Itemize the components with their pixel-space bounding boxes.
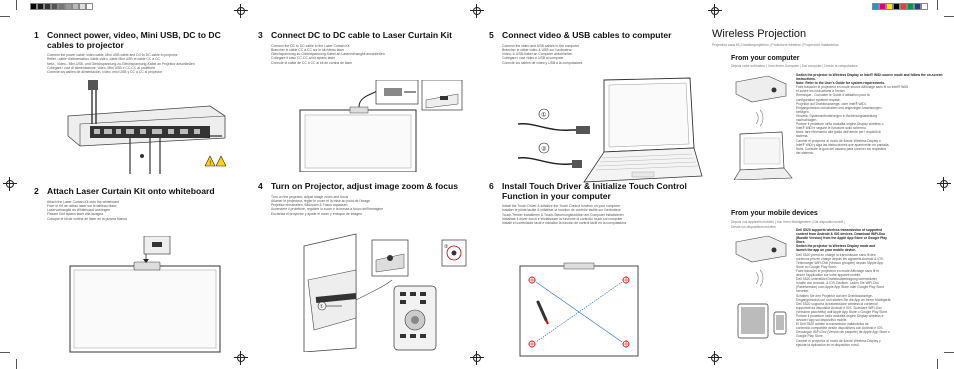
instruction-line: Collegare il cavo CC-CC al kit sipario laser bbox=[271, 56, 336, 61]
instruction-line: content from Android & iOS devices. Download WiFi-Doc bbox=[796, 232, 886, 237]
from-computer-heading: From your computer bbox=[731, 55, 800, 62]
instruction-line: Intel® WiDi e seguire le istruzioni sullo schermo. bbox=[796, 126, 867, 131]
instruction-line: Coloque el kit de cortina de láser en la pizarra blanca bbox=[47, 216, 127, 221]
instruction-line: Eingangsmodus um und starten Sie die App an Ihrem Mobilgerät. bbox=[796, 297, 892, 302]
crop-mark bbox=[16, 0, 17, 10]
step-2-title bbox=[34, 187, 224, 197]
projector-to-laptop-wireless-illustration bbox=[734, 72, 796, 180]
instruction-line: Projektor auf Drahtlosanzeige- oder Intel® WiDi- bbox=[796, 101, 867, 106]
instruction-line: ejecute la aplicación en el dispositivo móvil. bbox=[796, 342, 860, 347]
instruction-line: Nota: Consulte la guía del usuario para conocer los requisitos bbox=[796, 146, 886, 151]
instruction-line: Netz-, Video-, Mini-USB- und Gleichspannung-zu-Gleichspannung-Kabel an Projektor anschließen bbox=[47, 61, 195, 66]
video-cable-marker: ① bbox=[541, 111, 547, 119]
crop-mark bbox=[16, 359, 17, 369]
instruction-line: contenido compatible desde dispositivos con Android e iOS. bbox=[796, 326, 884, 331]
step-2-instructions bbox=[34, 200, 224, 221]
instruction-line: sistema. bbox=[796, 134, 809, 139]
projector-to-mobile-wireless-illustration bbox=[734, 232, 796, 340]
instruction-line: Note: Refer to the User's Guide for system requirements. bbox=[796, 81, 886, 86]
instruction-line: Switch the projector to Wireless Display or Intel® WiDi source mode and follow the on-screen instructions. bbox=[796, 73, 943, 82]
instruction-line: nachschlagen. bbox=[796, 118, 818, 123]
instruction-line: launch the app on your mobile device. bbox=[796, 248, 856, 253]
instruction-line: Inhalte von Android- & iOS-Geräten. Laden Sie WiFi-Doc bbox=[796, 281, 880, 286]
instruction-line: del sistema. bbox=[796, 150, 814, 155]
zoom-marker: ① bbox=[319, 304, 324, 310]
step-3-instructions bbox=[258, 44, 458, 65]
step-title-text: Attach Laser Curtain Kit onto whiteboard bbox=[47, 186, 215, 196]
instruction-line: Brancher le câble vidéo & USB sur l'ordinateur bbox=[502, 47, 572, 52]
registration-mark bbox=[470, 4, 484, 18]
step-1 bbox=[34, 31, 224, 74]
instruction-line: Cambie el proyector al modo de fuente Wireless Display y bbox=[796, 338, 881, 343]
step-6 bbox=[489, 182, 701, 225]
step-title-text: Turn on Projector, adjust image zoom & focus bbox=[271, 181, 459, 191]
color-swatch bbox=[65, 3, 72, 10]
crop-mark bbox=[0, 352, 10, 353]
crop-mark bbox=[937, 0, 938, 10]
instruction-line: Gleichspannung-zu-Gleichspannung-Kabel an Laservorhangkit anschließen bbox=[271, 52, 385, 57]
registration-mark bbox=[937, 177, 951, 191]
step-6-title bbox=[489, 182, 701, 201]
instruction-line: Instale el controlador táctil e inicialice la función de control táctil en la computadora bbox=[502, 221, 627, 226]
step-4-title bbox=[258, 182, 468, 192]
warning-icon bbox=[204, 155, 226, 167]
instruction-line: lancer l'application sur votre appareil mobile. bbox=[796, 273, 861, 278]
step-number: 5 bbox=[489, 30, 494, 40]
instruction-line: Dell S520 prend en charge la transmission sans fil des bbox=[796, 252, 876, 257]
instruction-line: Dell S520 supporta la trasmissione wireless di contenuti bbox=[796, 301, 878, 306]
instruction-line: Eingangsmodus umschalten und angezeigte Anweisungen bbox=[796, 105, 882, 110]
instruction-line: Laservorhangkit an Whiteboard anbringen bbox=[47, 208, 111, 213]
color-swatch bbox=[900, 3, 907, 10]
from-computer-instructions bbox=[796, 73, 944, 155]
registration-mark bbox=[234, 4, 248, 18]
instruction-line: Allumer le projecteur, régler le zoom et la mise au point de l'image bbox=[271, 198, 371, 203]
instruction-line: Remarque : Consulter le Guide d'utilisation pour la bbox=[796, 93, 870, 98]
from-mobile-heading: From your mobile devices bbox=[731, 210, 818, 217]
svg-text:!: ! bbox=[209, 160, 212, 167]
color-swatch bbox=[79, 3, 86, 10]
step-5 bbox=[489, 31, 699, 65]
from-mobile-subtitle-2: Desde los dispositivos móviles bbox=[731, 225, 776, 229]
instruction-line: El Dell S520 admite la transmisión inalámbrica de bbox=[796, 322, 869, 327]
wireless-projection-subtitle: Projection sans fil | Drahtlosprojektion | Proiezione wireless | Proyección inalámbrica bbox=[712, 43, 839, 47]
instruction-line: Fissare il kit sipario laser alla lavagna bbox=[47, 212, 104, 217]
color-swatch bbox=[86, 3, 93, 10]
instruction-line: Dell S520 supports wireless transmission of supported bbox=[796, 228, 883, 232]
color-swatch bbox=[872, 3, 879, 10]
instruction-line: Connect the DC to DC cable to the Laser Curtain Kit bbox=[271, 43, 350, 48]
instruction-line: Conecte los cables de alimentación, vídeo, mini USB y CC a CC al proyector bbox=[47, 70, 163, 75]
step-5-title bbox=[489, 31, 699, 41]
instruction-line: Accendere il proiettore, regolare lo zoom e la messa a fuoco dell'immagine bbox=[271, 207, 384, 212]
color-swatch bbox=[37, 3, 44, 10]
from-computer-subtitle: Depuis votre ordinateur | Vom Ihrem Computer | Dal computer | Desde la computadora bbox=[731, 64, 858, 68]
color-swatch bbox=[30, 3, 37, 10]
step-1-instructions bbox=[34, 53, 224, 74]
laser-curtain-on-whiteboard-illustration bbox=[66, 236, 226, 354]
registration-mark bbox=[234, 351, 248, 365]
step-number: 6 bbox=[489, 181, 494, 191]
crop-mark bbox=[0, 16, 10, 17]
color-swatch bbox=[51, 3, 58, 10]
crop-mark bbox=[944, 16, 954, 17]
instruction-line: (Bundle Version) from the Apple App Store or Google Play bbox=[796, 236, 887, 241]
instruction-line: Installare il driver touch e inizializzare la funzione di controllo touch sul computer bbox=[502, 216, 623, 221]
instruction-line: Switch the projector to Wireless Display mode and bbox=[796, 244, 876, 249]
step-5-instructions bbox=[489, 44, 699, 65]
instruction-line: Descargue WiFi-Doc (Versión de paquete) de Apple App Store o bbox=[796, 330, 890, 335]
step-title-text: Connect DC to DC cable to Laser Curtain Kit bbox=[271, 30, 452, 40]
step-title-text: Install Touch Driver & Initialize Touch Control Function in your computer bbox=[502, 181, 687, 201]
crop-mark bbox=[944, 352, 954, 353]
instruction-line: avviare l'app sul dispositivo mobile. bbox=[796, 318, 848, 323]
instruction-line: Video- & USB-Kabel an Computer anschließen bbox=[502, 52, 573, 57]
registration-mark bbox=[3, 177, 17, 191]
instruction-line: Portare il proiettore nella modalità origine Display wireless o bbox=[796, 122, 884, 127]
instruction-line: Attach the Laser Curtain Kit onto the whiteboard bbox=[47, 199, 120, 204]
registration-mark bbox=[470, 351, 484, 365]
registration-mark bbox=[708, 351, 722, 365]
instruction-line: Conecte los cables de vídeo y USB a la computadora bbox=[502, 60, 583, 65]
color-swatch bbox=[72, 3, 79, 10]
instruction-line: supportati da dispositivi Android e iOS. Scaricare WiFi-Doc bbox=[796, 305, 882, 310]
from-mobile-instructions bbox=[796, 228, 944, 347]
instruction-line: Collegare i cavi di alimentazione, video, Mini USB e CC-CC al proiettore bbox=[47, 65, 156, 70]
instruction-line: befolgen. bbox=[796, 109, 810, 114]
instruction-line: Store. bbox=[796, 240, 806, 245]
instruction-line: Encienda el proyector y ajuste el zoom y enfoque de imagen bbox=[271, 211, 362, 216]
instruction-line: Fixer le Kit de rideau laser sur le tableau blanc bbox=[47, 203, 117, 208]
laptop-cable-connection-illustration bbox=[514, 72, 704, 194]
color-swatch bbox=[879, 3, 886, 10]
from-mobile-subtitle: Depuis vos appareils mobiles | Von Ihren Mobilgeräten | Dai dispositivi mobili | bbox=[731, 220, 845, 224]
projector-zoom-focus-illustration bbox=[296, 230, 468, 352]
step-6-instructions bbox=[489, 204, 701, 225]
color-swatch bbox=[893, 3, 900, 10]
instruction-line: (Paketversion) vom Apple App Store oder Google Play Store bbox=[796, 285, 885, 290]
instruction-line: Télécharger WiFi-Doc (Version groupée) depuis l'Apple App bbox=[796, 260, 884, 265]
step-1-title bbox=[34, 31, 224, 50]
instruction-line: Store ou Google Play Store. bbox=[796, 264, 838, 269]
instruction-line: Conecte el cable de CC a CC al kit de cortina de láser bbox=[271, 60, 353, 65]
touch-calibration-illustration bbox=[518, 262, 640, 358]
step-3-title bbox=[258, 31, 458, 41]
instruction-line: Dell S520 unterstützt Drahtlosübertragung unterstützter bbox=[796, 277, 877, 282]
instruction-line: Install the Touch Driver & initialize the Touch Control function on your computer bbox=[502, 204, 621, 208]
instruction-line: Relier : câble d'alimentation, câble vidéo, câble Mini USB et câble CC à CC bbox=[47, 57, 160, 62]
color-swatch-strip bbox=[30, 3, 93, 10]
step-number: 1 bbox=[34, 30, 39, 40]
step-number: 3 bbox=[258, 30, 263, 40]
instruction-line: Collegare i cavi video e USB al computer bbox=[502, 56, 564, 61]
step-title-text: Connect video & USB cables to computer bbox=[502, 30, 672, 40]
instruction-line: Faire basculer le projecteur en mode Affichage sans fil et bbox=[796, 268, 879, 273]
instruction-line: Connect the power cable, video cable, Mini USB cable and DC to DC cable to projector bbox=[47, 53, 178, 57]
instruction-line: Hinweis: Systemanforderungen in Bedienungsanleitung bbox=[796, 113, 878, 118]
step-number: 4 bbox=[258, 181, 263, 191]
instruction-line: Installer le pilote tactile & initialiser la fonction de contrôle tactile sur l'ordinateur bbox=[502, 208, 621, 213]
color-swatch bbox=[921, 3, 928, 10]
instruction-line: Faire basculer le projecteur en mode source Affichage sans fil ou Intel® WiDi bbox=[796, 85, 909, 90]
instruction-line: Portare il proiettore nella modalità origine Display wireless e bbox=[796, 313, 884, 318]
instruction-line: herunter. bbox=[796, 289, 810, 294]
crop-mark bbox=[937, 359, 938, 369]
color-swatch bbox=[907, 3, 914, 10]
step-4-instructions bbox=[258, 195, 468, 216]
instruction-line: et suivre les instructions à l'écran. bbox=[796, 89, 846, 94]
instruction-line: (Versione pacchetto) dall'Apple App Store o Google Play Store. bbox=[796, 309, 889, 314]
step-3 bbox=[258, 31, 458, 65]
color-swatch bbox=[914, 3, 921, 10]
color-swatch-strip bbox=[872, 3, 928, 10]
instruction-line: configuration système requise. bbox=[796, 97, 841, 102]
instruction-line: Schalten Sie den Projektor auf den Drahtlosanzeige- bbox=[796, 293, 873, 298]
instruction-line: Cambie el proyector al modo de fuente Wireless Display o bbox=[796, 138, 881, 143]
instruction-line: Intel® WiDi y siga las instrucciones que aparecerán en pantalla. bbox=[796, 142, 890, 147]
registration-mark bbox=[708, 4, 722, 18]
instruction-line: Brancher le câble CC à CC sur le kit rideau laser bbox=[271, 47, 345, 52]
dc-cable-laser-curtain-illustration bbox=[298, 80, 464, 172]
instruction-line: Projektor einschalten, Bildzoom & Fokus anpassen bbox=[271, 203, 348, 208]
wireless-projection-title: Wireless Projection bbox=[712, 28, 807, 40]
instruction-line: Turn on the projector, adjust image zoom and focus bbox=[271, 194, 349, 199]
instruction-line: Nota: fare riferimento alla guida dell'utente per i requisiti di bbox=[796, 130, 881, 135]
step-2 bbox=[34, 187, 224, 221]
color-swatch bbox=[44, 3, 51, 10]
usb-cable-marker: ② bbox=[541, 145, 547, 153]
color-swatch bbox=[886, 3, 893, 10]
instruction-line: contenus pris en charge depuis les appareils Android & iOS. bbox=[796, 256, 884, 261]
step-number: 2 bbox=[34, 186, 39, 196]
step-4 bbox=[258, 182, 468, 216]
instruction-line: Google Play Store. bbox=[796, 334, 824, 339]
step-title-text: Connect power, video, Mini USB, DC to DC cables to projector bbox=[47, 30, 221, 50]
instruction-line: Touch-Treiber installieren & Touch-Steuerungsfunktion am Computer initialisieren bbox=[502, 212, 624, 217]
instruction-line: Connect the video and USB cables to the computer bbox=[502, 43, 580, 48]
color-swatch bbox=[58, 3, 65, 10]
focus-marker: ② bbox=[444, 244, 449, 250]
